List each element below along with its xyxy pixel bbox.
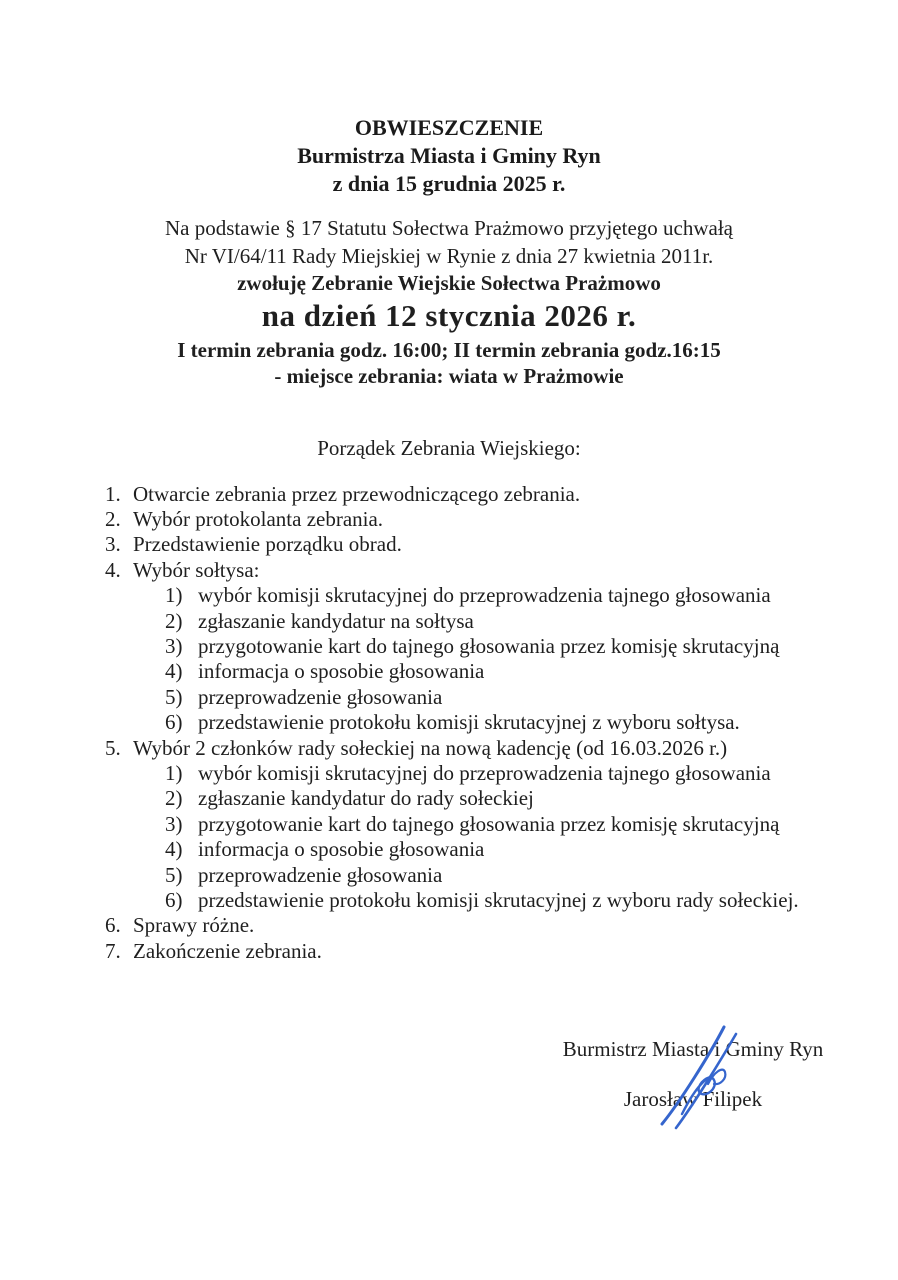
agenda-item-6 [105, 913, 898, 938]
agenda-item-2 [105, 507, 898, 532]
agenda-subitem-number: 4) [165, 659, 183, 684]
intro-block [0, 215, 898, 390]
agenda-subitem-text: przeprowadzenie głosowania [198, 862, 443, 887]
signature-block [528, 1036, 858, 1113]
agenda-item-text: Wybór 2 członków rady sołeckiej na nową kadencję (od 16.03.2026 r.) [133, 735, 728, 760]
legal-basis-line-1: Na podstawie § 17 Statutu Sołectwa Prażmowo przyjętego uchwałą [164, 216, 733, 240]
meeting-place-line: - miejsce zebrania: wiata w Prażmowie [274, 364, 624, 388]
agenda-item-text: Otwarcie zebrania przez przewodniczącego zebrania. [133, 481, 581, 506]
signature-name: Jarosław Filipek [623, 1087, 763, 1111]
agenda-item-4 [105, 558, 898, 583]
agenda-title: Porządek Zebrania Wiejskiego: [317, 435, 581, 460]
agenda-item-text: Zakończenie zebrania. [133, 938, 322, 963]
agenda-item-1 [105, 482, 898, 507]
meeting-date-line: na dzień 12 stycznia 2026 r. [261, 297, 637, 333]
agenda-item-4-sub-6 [165, 710, 898, 735]
agenda-subitem-number: 2) [165, 786, 183, 811]
agenda-subitem-number: 3) [165, 633, 183, 658]
agenda-subitem-number: 3) [165, 811, 183, 836]
agenda-subitem-text: wybór komisji skrutacyjnej do przeprowadzenia tajnego głosowania [198, 760, 771, 785]
agenda-item-5-sub-3 [165, 812, 898, 837]
agenda-item-text: Sprawy różne. [133, 913, 255, 938]
agenda-item-text: Wybór protokolanta zebrania. [133, 506, 384, 531]
agenda-subitem-number: 5) [165, 684, 183, 709]
agenda-subitem-number: 1) [165, 760, 183, 785]
agenda-item-5-sub-5 [165, 863, 898, 888]
agenda-item-5-sub-1 [165, 761, 898, 786]
legal-basis-line-2: Nr VI/64/11 Rady Miejskiej w Rynie z dnia 27 kwietnia 2011r. [184, 243, 714, 268]
agenda-item-5-sub-6 [165, 888, 898, 913]
agenda-item-5 [105, 736, 898, 761]
agenda-item-number: 3. [105, 532, 121, 557]
agenda-item-number: 7. [105, 938, 121, 963]
agenda-subitem-text: wybór komisji skrutacyjnej do przeprowadzenia tajnego głosowania [198, 583, 771, 608]
agenda-subitem-number: 6) [165, 888, 183, 912]
agenda-subitem-number: 4) [165, 837, 183, 862]
meeting-terms-line: I termin zebrania godz. 16:00; II termin zebrania godz.16:15 [177, 337, 721, 362]
agenda-subitem-number: 5) [165, 862, 183, 887]
header-issuer: Burmistrza Miasta i Gminy Ryn [297, 143, 601, 168]
agenda-item-7 [105, 939, 898, 964]
agenda-subitem-text: przygotowanie kart do tajnego głosowania przez komisję skrutacyjną [198, 633, 780, 658]
agenda-item-number: 4. [105, 557, 121, 582]
agenda-item-4-sub-5 [165, 685, 898, 710]
header-title: OBWIESZCZENIE [354, 115, 544, 140]
agenda-subitem-text: przedstawienie protokołu komisji skrutacyjnej z wyboru sołtysa. [198, 710, 740, 735]
agenda-subitem-text: przeprowadzenie głosowania [198, 684, 443, 709]
agenda-item-4-sub-4 [165, 659, 898, 684]
header-date: z dnia 15 grudnia 2025 r. [332, 171, 566, 196]
agenda-subitem-text: przygotowanie kart do tajnego głosowania przez komisję skrutacyjną [198, 811, 780, 836]
agenda-item-text: Wybór sołtysa: [133, 557, 260, 582]
agenda-item-4-sub-3 [165, 634, 898, 659]
agenda-item-5-sub-4 [165, 837, 898, 862]
agenda-subitem-number: 6) [165, 710, 183, 735]
agenda-item-text: Przedstawienie porządku obrad. [133, 532, 402, 557]
agenda-subitem-text: informacja o sposobie głosowania [198, 659, 485, 684]
agenda-item-4-sub-2 [165, 609, 898, 634]
agenda-subitem-text: przedstawienie protokołu komisji skrutacyjnej z wyboru rady sołeckiej. [198, 888, 799, 912]
convocation-line: zwołuję Zebranie Wiejskie Sołectwa Prażmowo [237, 271, 661, 295]
agenda-subitem-number: 1) [165, 583, 183, 608]
document-header [0, 0, 898, 198]
agenda-item-5-sub-2 [165, 786, 898, 811]
agenda-subitem-text: informacja o sposobie głosowania [198, 837, 485, 862]
agenda-list [105, 482, 898, 965]
agenda-item-number: 2. [105, 506, 121, 531]
agenda-item-4-sub-1 [165, 583, 898, 608]
agenda-item-3 [105, 532, 898, 557]
agenda-subitem-number: 2) [165, 608, 183, 633]
agenda-subitem-text: zgłaszanie kandydatur do rady sołeckiej [198, 786, 534, 811]
agenda-item-number: 1. [105, 481, 121, 506]
agenda-subitem-text: zgłaszanie kandydatur na sołtysa [198, 608, 474, 633]
agenda-item-number: 5. [105, 735, 121, 760]
agenda-item-number: 6. [105, 913, 121, 938]
signature-title: Burmistrz Miasta i Gminy Ryn [562, 1037, 824, 1061]
